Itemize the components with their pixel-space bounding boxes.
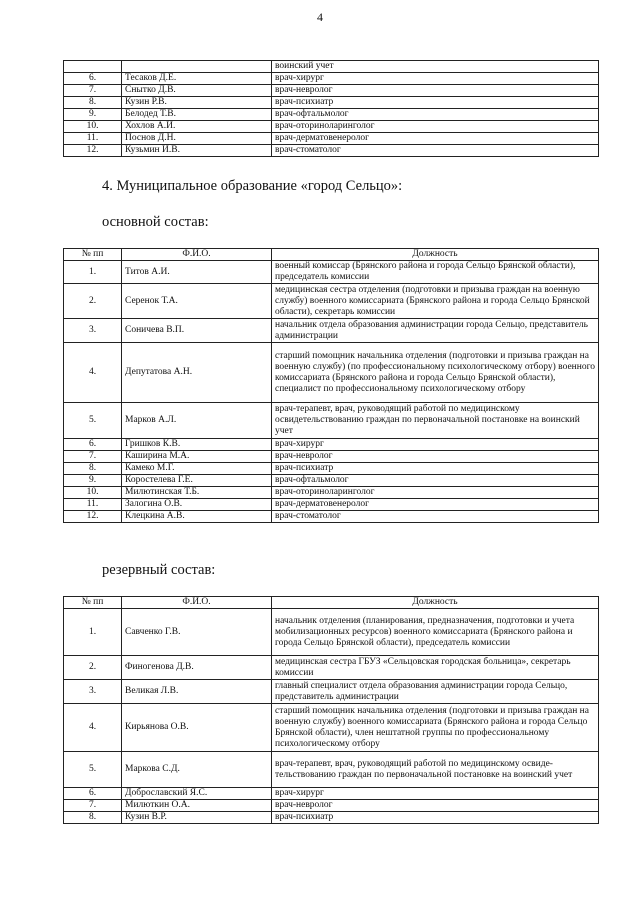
table-row: [64, 609, 599, 656]
table-row: [64, 788, 599, 800]
row-number: 2.: [64, 656, 122, 680]
member-name: Титов А.И.: [122, 261, 272, 284]
member-name: Гришков К.В.: [122, 439, 272, 451]
member-position: врач-хирург: [272, 73, 599, 85]
header-number: № пп: [64, 249, 122, 261]
main-composition-table: [63, 248, 599, 523]
row-number: [64, 61, 122, 73]
member-name: Белодед Т.В.: [122, 109, 272, 121]
row-number: 4.: [64, 343, 122, 403]
member-position: главный специалист отдела образования администрации города Сельцо, представитель администрации: [272, 680, 599, 704]
reserve-composition-table: [63, 596, 599, 824]
member-position: начальник отделения (планирования, предназначения, подготовки и учета мобилизационных ресурсов) военного комиссариата (Брянского района и города Сельцо Брянской области), председатель комиссии: [272, 609, 599, 656]
row-number: 6.: [64, 439, 122, 451]
member-name: Каширина М.А.: [122, 451, 272, 463]
member-name: Кузьмин И.В.: [122, 145, 272, 157]
row-number: 12.: [64, 511, 122, 523]
member-name: Коростелева Г.Е.: [122, 475, 272, 487]
table-row: [64, 109, 599, 121]
member-name: Хохлов А.И.: [122, 121, 272, 133]
page-number: 4: [317, 10, 323, 24]
row-number: 5.: [64, 403, 122, 439]
member-name: Финогенова Д.В.: [122, 656, 272, 680]
member-name: Милюткин О.А.: [122, 800, 272, 812]
table-row: [64, 261, 599, 284]
member-position: врач-дерматовенеролог: [272, 499, 599, 511]
row-number: 8.: [64, 463, 122, 475]
table-row: [64, 656, 599, 680]
member-name: Залогина О.В.: [122, 499, 272, 511]
table-row: [64, 680, 599, 704]
member-position: старший помощник начальника отделения (подготовки и призыва граждан на военную службу) (по профессиональному психологическому отбору) военного комиссариата (Брянского района и города Сельцо Брянской области), специалист по профессиональному психологическому отбору: [272, 343, 599, 403]
member-position: врач-психиатр: [272, 97, 599, 109]
row-number: 9.: [64, 109, 122, 121]
row-number: 11.: [64, 499, 122, 511]
row-number: 6.: [64, 788, 122, 800]
member-name: Соничева В.П.: [122, 319, 272, 343]
table-row: [64, 439, 599, 451]
row-number: 12.: [64, 145, 122, 157]
table-row: [64, 145, 599, 157]
table-row: [64, 475, 599, 487]
member-position: врач-невролог: [272, 451, 599, 463]
member-position: врач-стоматолог: [272, 145, 599, 157]
table-row: [64, 121, 599, 133]
table-row: [64, 800, 599, 812]
member-position: медицинская сестра ГБУЗ «Сельцовская городская больница», секретарь комиссии: [272, 656, 599, 680]
member-position: врач-терапевт, врач, руководящий работой по медицинскому освиде-тельствованию граждан по первоначальной постановке на воинский учет: [272, 752, 599, 788]
member-name: Великая Л.В.: [122, 680, 272, 704]
table-row: [64, 61, 599, 73]
member-position: врач-хирург: [272, 788, 599, 800]
row-number: 6.: [64, 73, 122, 85]
table-row: [64, 463, 599, 475]
row-number: 10.: [64, 487, 122, 499]
member-position: воинский учет: [272, 61, 599, 73]
row-number: 1.: [64, 261, 122, 284]
member-name: Депутатова А.Н.: [122, 343, 272, 403]
member-position: врач-психиатр: [272, 463, 599, 475]
member-name: [122, 61, 272, 73]
member-position: врач-оториноларинголог: [272, 121, 599, 133]
main-composition-heading: основной состав:: [102, 214, 209, 230]
row-number: 8.: [64, 812, 122, 824]
member-position: врач-хирург: [272, 439, 599, 451]
table-row: [64, 752, 599, 788]
member-name: Милютинская Т.Б.: [122, 487, 272, 499]
member-name: Доброславский Я.С.: [122, 788, 272, 800]
table-header-row: [64, 597, 599, 609]
row-number: 10.: [64, 121, 122, 133]
table-row: [64, 403, 599, 439]
member-position: врач-стоматолог: [272, 511, 599, 523]
row-number: 1.: [64, 609, 122, 656]
table-row: [64, 812, 599, 824]
header-position: Должность: [272, 597, 599, 609]
table-row: [64, 487, 599, 499]
table-row: [64, 511, 599, 523]
table-row: [64, 343, 599, 403]
member-position: врач-психиатр: [272, 812, 599, 824]
header-number: № пп: [64, 597, 122, 609]
member-name: Снытко Д.В.: [122, 85, 272, 97]
member-position: врач-оториноларинголог: [272, 487, 599, 499]
member-name: Кирьянова О.В.: [122, 704, 272, 752]
member-name: Маркова С.Д.: [122, 752, 272, 788]
member-name: Кузин Р.В.: [122, 97, 272, 109]
table-row: [64, 85, 599, 97]
row-number: 5.: [64, 752, 122, 788]
table-row: [64, 319, 599, 343]
member-position: старший помощник начальника отделения (подготовки и призыва граждан на военную службу) военного комиссариата (Брянского района и города Сельцо Брянской области), член нештатной группы по профессиональному психологическому отбору: [272, 704, 599, 752]
member-position: начальник отдела образования администрации города Сельцо, представитель администрации: [272, 319, 599, 343]
section-title: 4. Муниципальное образование «город Сельцо»:: [102, 178, 403, 194]
header-name: Ф.И.О.: [122, 249, 272, 261]
member-position: врач-терапевт, врач, руководящий работой по медицинскому освидетельствованию граждан по первоначальной постановке на воинский учет: [272, 403, 599, 439]
member-name: Серенок Т.А.: [122, 284, 272, 319]
member-position: медицинская сестра отделения (подготовки и призыва граждан на военную службу) военного комиссариата (Брянского района и города Сельцо Брянской области), секретарь комиссии: [272, 284, 599, 319]
member-position: врач-невролог: [272, 85, 599, 97]
table-row: [64, 451, 599, 463]
member-name: Поснов Д.Н.: [122, 133, 272, 145]
table-row: [64, 73, 599, 85]
row-number: 3.: [64, 319, 122, 343]
header-position: Должность: [272, 249, 599, 261]
member-position: врач-офтальмолог: [272, 109, 599, 121]
member-name: Савченко Г.В.: [122, 609, 272, 656]
member-name: Клецкина А.В.: [122, 511, 272, 523]
member-position: военный комиссар (Брянского района и города Сельцо Брянской области), председатель комиссии: [272, 261, 599, 284]
row-number: 11.: [64, 133, 122, 145]
table-row: [64, 284, 599, 319]
continued-commission-table: [63, 60, 599, 157]
member-name: Камеко М.Г.: [122, 463, 272, 475]
header-name: Ф.И.О.: [122, 597, 272, 609]
row-number: 2.: [64, 284, 122, 319]
row-number: 8.: [64, 97, 122, 109]
member-name: Кузин В.Р.: [122, 812, 272, 824]
member-position: врач-дерматовенеролог: [272, 133, 599, 145]
row-number: 7.: [64, 85, 122, 97]
row-number: 7.: [64, 800, 122, 812]
table-row: [64, 499, 599, 511]
table-row: [64, 133, 599, 145]
row-number: 3.: [64, 680, 122, 704]
table-row: [64, 704, 599, 752]
member-name: Марков А.Л.: [122, 403, 272, 439]
continued-table-body: [64, 61, 599, 157]
member-name: Тесаков Д.Е.: [122, 73, 272, 85]
table-row: [64, 97, 599, 109]
reserve-composition-heading: резервный состав:: [102, 562, 216, 578]
member-position: врач-невролог: [272, 800, 599, 812]
row-number: 4.: [64, 704, 122, 752]
row-number: 7.: [64, 451, 122, 463]
member-position: врач-офтальмолог: [272, 475, 599, 487]
row-number: 9.: [64, 475, 122, 487]
table-header-row: [64, 249, 599, 261]
